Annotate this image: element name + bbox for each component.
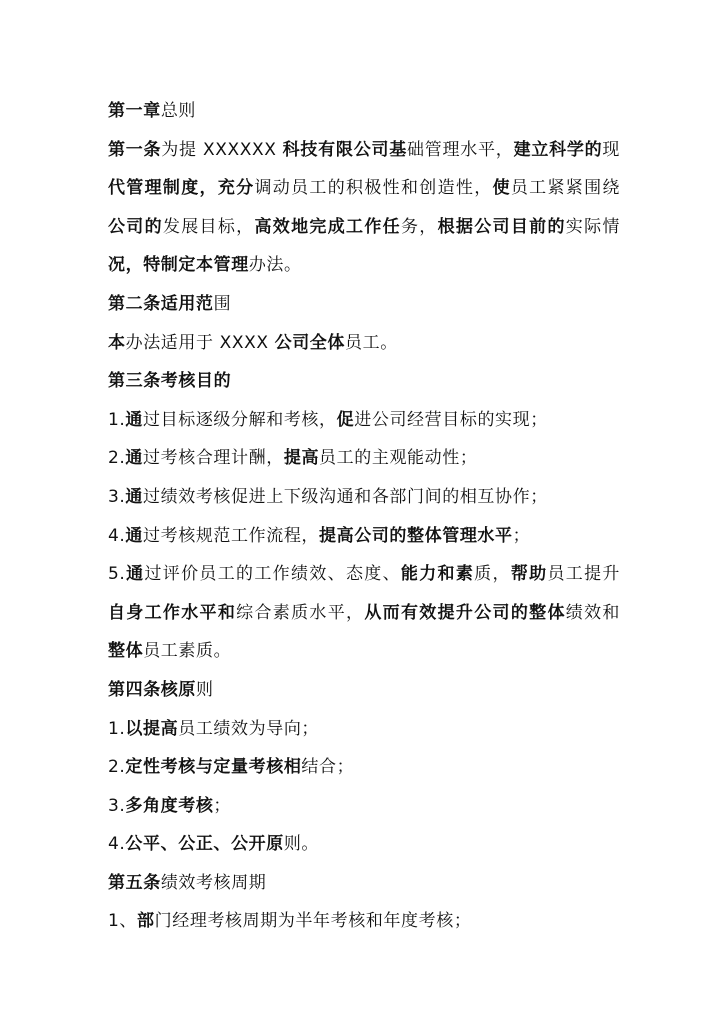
text-run: 员工的主观能动性； bbox=[319, 448, 478, 469]
text-line bbox=[108, 208, 620, 247]
text-line bbox=[108, 362, 620, 401]
text-line bbox=[108, 517, 620, 556]
text-run: 多角度考核 bbox=[125, 795, 214, 816]
text-run: 础管理水平， bbox=[406, 139, 514, 160]
text-run: 公平、公正、公开原 bbox=[125, 834, 284, 855]
text-run: 第一章 bbox=[108, 101, 161, 121]
text-run: 提高公司的整体管理水平 bbox=[319, 525, 513, 546]
text-run: 通 bbox=[125, 486, 144, 507]
text-line bbox=[108, 787, 620, 826]
text-line bbox=[108, 671, 620, 710]
text-run: 4. bbox=[108, 525, 126, 546]
text-run: 本 bbox=[108, 332, 126, 353]
text-run: 2. bbox=[108, 448, 126, 469]
text-run: 1. bbox=[108, 409, 126, 430]
text-run: 以提高 bbox=[125, 718, 179, 739]
document-body bbox=[108, 92, 620, 941]
text-run: 建立科学的 bbox=[513, 139, 603, 160]
text-run: 4. bbox=[108, 834, 126, 855]
text-run: 现 bbox=[602, 139, 621, 160]
text-line bbox=[108, 710, 620, 749]
text-line bbox=[108, 169, 620, 208]
text-run: 结合； bbox=[301, 757, 355, 778]
text-run: 绩效考核周期 bbox=[160, 872, 267, 893]
text-line bbox=[108, 748, 620, 787]
text-run: 门经理考核周期为半年考核和年度考核； bbox=[154, 911, 472, 932]
text-run: 第一条 bbox=[108, 139, 162, 160]
text-run: 第四条核原 bbox=[108, 679, 196, 700]
text-line bbox=[108, 594, 620, 633]
text-run: 过目标逐级分解和考核， bbox=[143, 409, 337, 430]
text-run: 员工提升 bbox=[547, 564, 621, 585]
text-run: 发展目标， bbox=[162, 216, 255, 237]
text-run: 办法适用于 XXXX bbox=[125, 332, 275, 353]
text-run: 况，特制定本管理 bbox=[108, 255, 249, 276]
text-run: 1. bbox=[108, 718, 126, 739]
text-run: 自身工作水平和 bbox=[108, 602, 237, 623]
text-run: 帮助 bbox=[510, 564, 548, 585]
text-line bbox=[108, 246, 620, 285]
text-run: 公司全体 bbox=[274, 332, 346, 353]
text-run: 定性考核与定量考核相 bbox=[125, 757, 302, 778]
text-run: 质， bbox=[474, 564, 511, 585]
text-run: 1、 bbox=[108, 911, 138, 932]
text-run: 员工绩效为导向； bbox=[178, 718, 320, 739]
text-run: 科技有限公司基 bbox=[282, 139, 407, 160]
text-run: 员工素质。 bbox=[143, 641, 232, 662]
text-run: ； bbox=[213, 795, 232, 816]
text-run: 从而有效提升公司的整体 bbox=[364, 602, 566, 623]
text-run: 则 bbox=[196, 679, 214, 700]
text-line bbox=[108, 825, 620, 864]
text-run: 过评价员工的工作绩效、态度、 bbox=[144, 564, 401, 585]
text-run: 为提 XXXXXX bbox=[161, 139, 283, 160]
text-line bbox=[108, 632, 620, 671]
text-run: 则。 bbox=[283, 834, 320, 855]
text-line bbox=[108, 131, 620, 170]
text-run: 第三条考核目的 bbox=[108, 371, 232, 392]
text-run: 5. bbox=[108, 564, 126, 585]
text-run: 务， bbox=[400, 216, 438, 237]
text-run: 整体 bbox=[108, 641, 144, 662]
text-run: 员工紧紧围绕 bbox=[510, 178, 620, 199]
text-line bbox=[108, 864, 620, 903]
text-run: 员工。 bbox=[345, 332, 398, 353]
text-run: 通 bbox=[125, 409, 144, 430]
text-run: 第五条 bbox=[108, 872, 161, 893]
text-line bbox=[108, 902, 620, 941]
text-line bbox=[108, 401, 620, 440]
text-run: 绩效和 bbox=[565, 602, 620, 623]
text-run: 公司的 bbox=[108, 216, 163, 237]
text-run: 能力和素 bbox=[400, 564, 475, 585]
text-run: 过绩效考核促进上下级沟通和各部门间的相互协作； bbox=[143, 486, 548, 507]
text-run: 3. bbox=[108, 486, 126, 507]
text-run: 过考核规范工作流程， bbox=[143, 525, 320, 546]
text-run: 部 bbox=[137, 911, 155, 932]
text-run: 促 bbox=[336, 409, 355, 430]
text-run: 总则 bbox=[160, 101, 197, 121]
text-run: 调动员工的积极性和创造性， bbox=[254, 178, 493, 199]
text-run: 提高 bbox=[283, 448, 320, 469]
text-run: 2. bbox=[108, 757, 126, 778]
text-run: 综合素质水平， bbox=[236, 602, 365, 623]
text-run: 根据公司目前的 bbox=[437, 216, 566, 237]
text-run: 通 bbox=[125, 448, 144, 469]
text-line bbox=[108, 478, 620, 517]
text-run: 实际情 bbox=[565, 216, 621, 237]
text-run: ； bbox=[512, 525, 531, 546]
text-run: 通 bbox=[125, 564, 145, 585]
text-run: 围 bbox=[213, 293, 232, 314]
text-line bbox=[108, 285, 620, 324]
text-run: 3. bbox=[108, 795, 126, 816]
text-run: 进公司经营目标的实现； bbox=[354, 409, 548, 430]
text-line bbox=[108, 92, 620, 131]
text-run: 高效地完成工作任 bbox=[254, 216, 401, 237]
text-line bbox=[108, 555, 620, 594]
text-run: 代管理制度，充分 bbox=[108, 178, 255, 199]
text-line bbox=[108, 439, 620, 478]
text-line bbox=[108, 324, 620, 363]
text-run: 使 bbox=[492, 178, 511, 199]
text-run: 过考核合理计酬， bbox=[143, 448, 284, 469]
text-run: 第二条适用范 bbox=[108, 293, 214, 314]
text-run: 通 bbox=[125, 525, 144, 546]
text-run: 办法。 bbox=[248, 255, 302, 276]
